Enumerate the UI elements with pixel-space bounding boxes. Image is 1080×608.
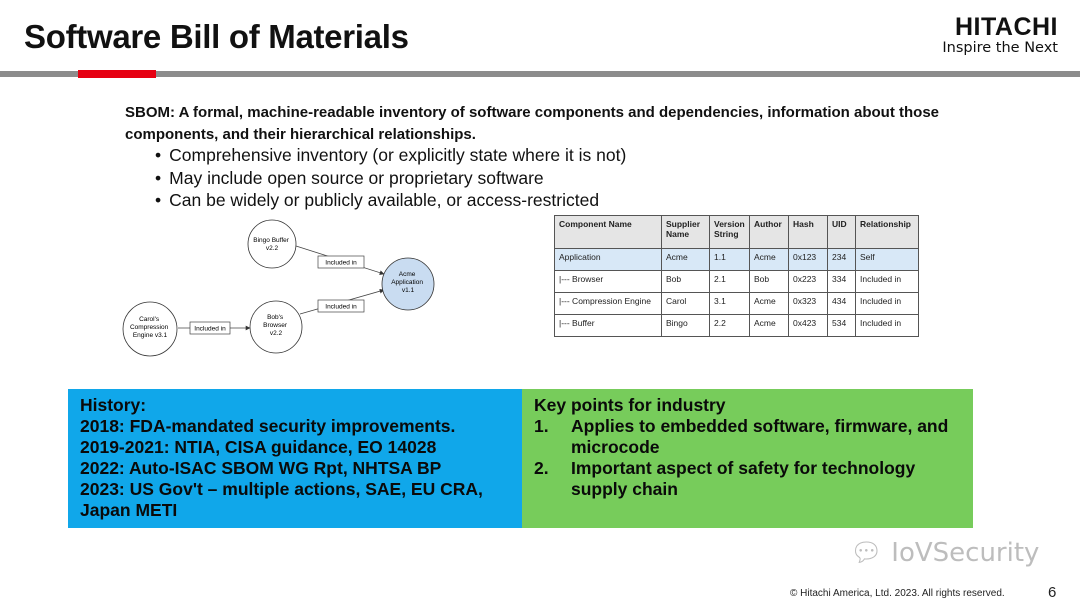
table-row [555,271,919,293]
node-label-line: Engine v3.1 [132,332,168,339]
table-cell: 2.2 [710,315,750,337]
key-points-heading: Key points for industry [534,395,726,415]
node-label-line: Acme [398,271,416,278]
table-cell: 3.1 [710,293,750,315]
table-cell: |--- Compression Engine [555,293,662,315]
watermark [850,538,1039,568]
header-rule [0,71,1080,77]
col-header: Version String [710,216,750,249]
table-cell: Bingo [662,315,710,337]
bullet-item: • Can be widely or publicly available, or access-restricted [155,189,626,212]
table-cell: 1.1 [710,249,750,271]
table-header-row [555,216,919,249]
key-point-number: 2. [534,458,549,478]
table-row [555,249,919,271]
col-header: Component Name [555,216,662,249]
node-label-line: Bingo Buffer [253,237,289,244]
table-cell: Application [555,249,662,271]
history-item: 2022: Auto-ISAC SBOM WG Rpt, NHTSA BP [80,458,442,478]
watermark-text: IoVSecurity [891,538,1040,568]
table-cell: 434 [828,293,856,315]
table-cell: 0x423 [789,315,828,337]
edge-label: Included in [194,325,226,333]
sbom-table [554,215,919,337]
node-label-line: Application [391,279,423,286]
table-cell: Acme [750,315,789,337]
history-heading: History: [80,395,147,415]
hitachi-logo [942,14,1058,56]
node-label-line: Browser [263,322,288,329]
table-cell: Included in [856,271,919,293]
table-cell: Bob [750,271,789,293]
table-cell: Self [856,249,919,271]
table-cell: 0x323 [789,293,828,315]
node-label-line: Carol's [139,316,160,323]
key-point-item [534,458,961,500]
key-point-text: Applies to embedded software, firmware, and microcode [571,416,949,457]
key-point-number: 1. [534,416,549,436]
col-header: Relationship [856,216,919,249]
table-row [555,315,919,337]
bullet-item: • May include open source or proprietary software [155,167,626,190]
table-cell: Included in [856,315,919,337]
table-cell: 0x223 [789,271,828,293]
node-label-line: Bob's [267,314,284,321]
col-header: UID [828,216,856,249]
bullet-item: • Comprehensive inventory (or explicitly state where it is not) [155,144,626,167]
history-panel [68,389,522,528]
key-points-list [534,416,961,500]
table-cell: 2.1 [710,271,750,293]
table-cell: |--- Browser [555,271,662,293]
table-cell: 0x123 [789,249,828,271]
table-cell: 234 [828,249,856,271]
history-item: 2023: US Gov't – multiple actions, SAE, EU CRA, Japan METI [80,479,483,520]
key-point-item [534,416,961,458]
logo-tagline: Inspire the Next [942,40,1058,56]
header-accent-bar [78,70,156,78]
table-cell: Included in [856,293,919,315]
history-item: 2019-2021: NTIA, CISA guidance, EO 14028 [80,437,437,457]
table-cell: 334 [828,271,856,293]
node-label-line: Compression [129,324,169,331]
slide-title: Software Bill of Materials [24,18,409,55]
table-cell: Carol [662,293,710,315]
table-cell: Acme [662,249,710,271]
node-label-line: v2.2 [265,245,279,252]
node-bingo-buffer [248,220,296,268]
table-cell: |--- Buffer [555,315,662,337]
copyright-footer: © Hitachi America, Ltd. 2023. All rights reserved. [790,588,1005,599]
dependency-diagram [112,214,442,364]
table-cell: Bob [662,271,710,293]
table-cell: Acme [750,249,789,271]
node-label-line: v2.2 [269,330,283,337]
sbom-definition: SBOM: A formal, machine-readable inventory of software components and dependencies, information about those components, and their hierarchical relationships. [125,104,940,143]
bullet-list [155,144,626,212]
node-label-line: v1.1 [401,287,415,294]
edge-label: Included in [325,259,357,267]
col-header: Author [750,216,789,249]
table-cell: Acme [750,293,789,315]
col-header: Supplier Name [662,216,710,249]
table-cell: 534 [828,315,856,337]
col-header: Hash [789,216,828,249]
key-points-panel [522,389,973,528]
page-number: 6 [1048,584,1057,601]
chat-bubble-icon: 💬︎ [850,538,884,568]
edge-label: Included in [325,303,357,311]
key-point-text: Important aspect of safety for technology supply chain [571,458,916,499]
history-item: 2018: FDA-mandated security improvements. [80,416,456,436]
logo-name: HITACHI [954,13,1058,41]
table-row [555,293,919,315]
